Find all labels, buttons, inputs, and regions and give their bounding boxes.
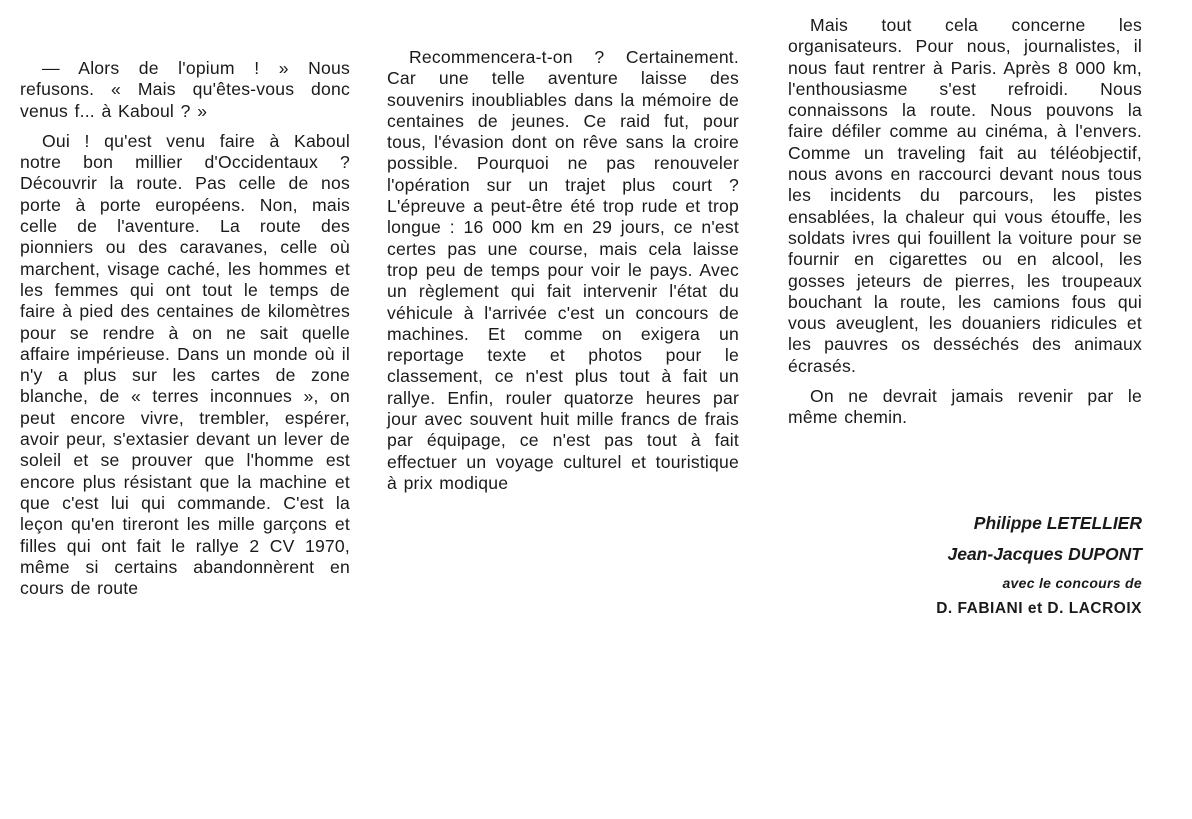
author-name: Philippe LETELLIER [973, 513, 1142, 533]
paragraph: — Alors de l'opium ! » Nous refusons. « Mais qu'êtes-vous donc venus f... à Kaboul ? » [20, 58, 350, 121]
author-name: Jean-Jacques DUPONT [947, 544, 1142, 564]
article-column-3 [788, 15, 1142, 429]
contributors: D. FABIANI et D. LACROIX [936, 600, 1142, 617]
article-column-1 [20, 58, 350, 599]
credit-line: avec le concours de [1002, 575, 1142, 591]
paragraph: Recommencera-t-on ? Certainement. Car une telle aventure laisse des souvenirs inoubliables dans la mémoire de centaines de jeunes. Ce raid fut, pour tous, l'évasion dont on rêve sans la croire possible. Pourquoi ne pas renouveler l'opération sur un trajet plus court ? L'épreuve a peut-être été trop rude et trop longue : 16 000 km en 29 jours, ce n'est certes pas une course, mais cela laisse trop peu de temps pour voir le pays. Avec un règlement qui fait intervenir l'état du véhicule à l'arrivée c'est un concours de machines. Et comme on exigera un reportage texte et photos pour le classement, ce n'est plus tout à fait un rallye. Enfin, rouler quatorze heures par jour avec souvent huit mille francs de frais par équipage, ce n'est pas tout à fait effectuer un voyage culturel et touristique à prix modique [387, 47, 739, 493]
paragraph: Oui ! qu'est venu faire à Kaboul notre bon millier d'Occidentaux ? Découvrir la route. Pas celle de nos porte à porte européens. Non, mais celle de l'aventure. La route des pionniers ou des caravanes, celle où marchent, visage caché, les hommes et les femmes qui ont tout le temps de faire à pied des centaines de kilomètres pour se rendre à on ne sait quelle affaire impérieuse. Dans un monde où il n'y a plus sur les cartes de zone blanche, de « terres inconnues », on peut encore vivre, trembler, espérer, avoir peur, s'extasier devant un lever de soleil et se prouver que l'homme est encore plus résistant que la machine et que c'est lui qui commande. C'est la leçon qu'en tireront les mille garçons et filles qui ont fait le rallye 2 CV 1970, même si certains abandonnèrent en cours de route [20, 130, 350, 599]
paragraph: Mais tout cela concerne les organisateurs. Pour nous, journalistes, il nous faut rentrer à Paris. Après 8 000 km, l'enthousiasme s'est refroidi. Nous connaissons la route. Nous pouvons la faire défiler comme au cinéma, à l'envers. Comme un traveling fait au téléobjectif, nous avons en raccourci devant nous tous les incidents du parcours, les pistes ensablées, la chaleur qui vous étouffe, les soldats ivres qui fouillent la voiture pour se fournir en cigarettes ou en alcool, les gosses jeteurs de pierres, les troupeaux bouchant la route, les camions fous qui vous aveuglent, les douaniers ridicules et les pauvres os desséchés des animaux écrasés. [788, 15, 1142, 376]
article-column-2 [387, 47, 739, 494]
paragraph: On ne devrait jamais revenir par le même chemin. [788, 386, 1142, 428]
